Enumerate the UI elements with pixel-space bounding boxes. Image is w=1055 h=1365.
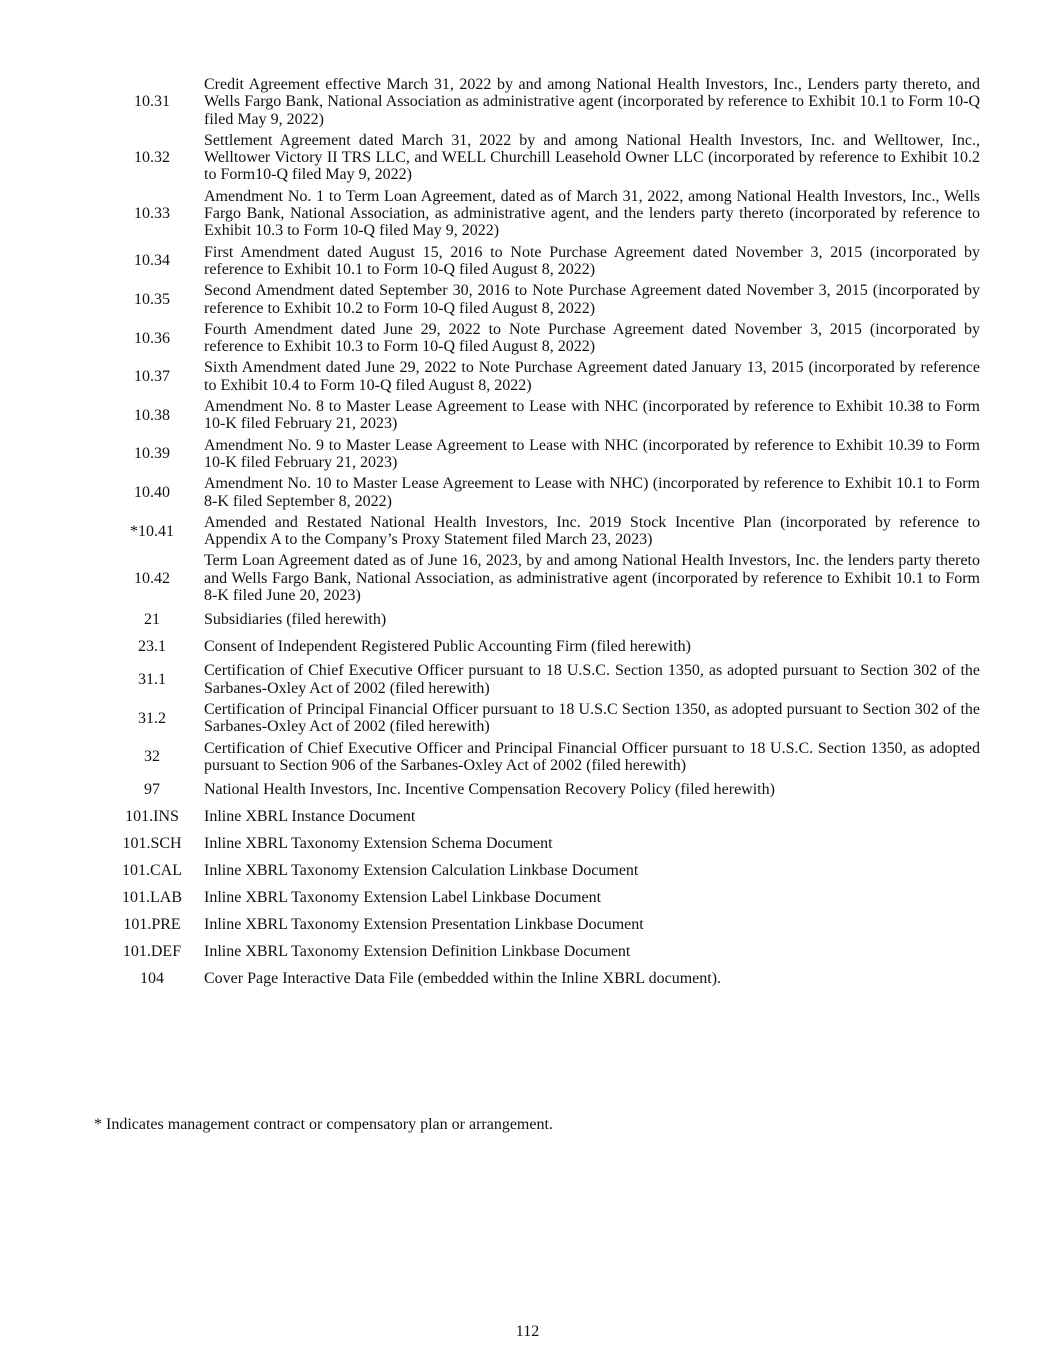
exhibit-number: 31.1: [138, 671, 166, 689]
exhibit-row: [100, 805, 980, 828]
exhibit-description: Consent of Independent Registered Public Accounting Firm (filed herewith): [204, 638, 691, 656]
exhibit-row: [100, 967, 980, 990]
exhibit-description: Amendment No. 9 to Master Lease Agreement to Lease with NHC (incorporated by reference to Exhibit 10.39 to Form 10-K filed February 21, 2023): [204, 436, 980, 471]
exhibit-description: Inline XBRL Taxonomy Extension Label Linkbase Document: [204, 888, 602, 906]
exhibit-row: [100, 552, 980, 604]
exhibit-number: 10.31: [134, 93, 170, 111]
exhibit-row: [100, 913, 980, 936]
exhibit-number: 101.LAB: [122, 889, 182, 907]
exhibit-row: [100, 398, 980, 433]
exhibit-description: Inline XBRL Taxonomy Extension Presentation Linkbase Document: [204, 915, 644, 933]
exhibit-row: [100, 778, 980, 801]
exhibit-description: Subsidiaries (filed herewith): [204, 611, 387, 629]
exhibit-description: Sixth Amendment dated June 29, 2022 to Note Purchase Agreement dated January 13, 2015 (incorporated by reference to Exhibit 10.4 to Form 10-Q filed August 8, 2022): [204, 359, 980, 394]
exhibit-row: [100, 886, 980, 909]
exhibit-description: Second Amendment dated September 30, 2016 to Note Purchase Agreement dated November 3, 2015 (incorporated by reference to Exhibit 10.2 to Form 10-Q filed August 8, 2022): [204, 282, 980, 317]
exhibit-row: [100, 635, 980, 658]
exhibit-number: 101.DEF: [122, 943, 182, 961]
footnote: * Indicates management contract or compensatory plan or arrangement.: [94, 1116, 553, 1133]
exhibit-description: Certification of Chief Executive Officer and Principal Financial Officer pursuant to 18 U.S.C. Section 1350, as adopted pursuant to Section 906 of the Sarbanes-Oxley Act of 2002 (filed herewith): [204, 739, 980, 774]
exhibit-row: [100, 132, 980, 184]
exhibit-row: [100, 701, 980, 736]
exhibit-number: 101.INS: [125, 808, 179, 826]
exhibit-number: 21: [144, 611, 160, 629]
exhibit-number: 10.38: [134, 406, 170, 424]
exhibit-description: Amendment No. 1 to Term Loan Agreement, dated as of March 31, 2022, among National Health Investors, Inc., Wells Fargo Bank, National Association, as administrative agent, and the lenders party thereto (incorporated by reference to Exhibit 10.3 to Form 10-Q filed May 9, 2022): [204, 187, 980, 240]
exhibit-number: 10.42: [134, 569, 170, 587]
exhibit-description: Cover Page Interactive Data File (embedded within the Inline XBRL document).: [204, 969, 722, 987]
exhibit-row: [100, 832, 980, 855]
exhibit-number: 10.37: [134, 368, 170, 386]
exhibit-row: [100, 437, 980, 472]
exhibit-number: 23.1: [138, 638, 166, 656]
exhibit-description: Certification of Principal Financial Officer pursuant to 18 U.S.C Section 1350, as adopted pursuant to Section 302 of the Sarbanes-Oxley Act of 2002 (filed herewith): [204, 700, 980, 736]
exhibit-description: Inline XBRL Instance Document: [204, 807, 416, 825]
exhibit-number: 10.39: [134, 445, 170, 463]
exhibit-row: [100, 662, 980, 697]
exhibit-description: Term Loan Agreement dated as of June 16, 2023, by and among National Health Investors, Inc. the lenders party thereto and Wells Fargo Bank, National Association, as administrative agent (incorporated by reference to Exhibit 10.1 to Form 8-K filed June 20, 2023): [204, 552, 980, 605]
exhibit-description: Amendment No. 10 to Master Lease Agreement to Lease with NHC) (incorporated by reference to Exhibit 10.1 to Form 8-K filed September 8, 2022): [204, 475, 980, 510]
exhibit-row: [100, 321, 980, 356]
exhibit-description: Settlement Agreement dated March 31, 2022 by and among National Health Investors, Inc. and Welltower, Inc., Welltower Victory II TRS LLC, and WELL Churchill Leasehold Owner LLC (incorporated by reference to Exhibit 10.2 to Form10-Q filed May 9, 2022): [204, 131, 980, 184]
exhibit-row: [100, 514, 980, 549]
exhibit-row: [100, 244, 980, 279]
exhibit-description: National Health Investors, Inc. Incentive Compensation Recovery Policy (filed herewith): [204, 780, 775, 798]
exhibit-row: [100, 740, 980, 775]
exhibit-description: Inline XBRL Taxonomy Extension Calculation Linkbase Document: [204, 861, 639, 879]
exhibit-list: [100, 76, 980, 994]
exhibit-number: 10.34: [134, 252, 170, 270]
exhibit-number: 10.35: [134, 291, 170, 309]
exhibit-row: [100, 859, 980, 882]
exhibit-row: [100, 475, 980, 510]
exhibit-number: 10.40: [134, 484, 170, 502]
exhibit-number: *10.41: [130, 522, 174, 540]
exhibit-row: [100, 359, 980, 394]
exhibit-description: Amendment No. 8 to Master Lease Agreement to Lease with NHC (incorporated by reference to Exhibit 10.38 to Form 10-K filed February 21, 2023): [204, 398, 980, 433]
exhibit-description: First Amendment dated August 15, 2016 to Note Purchase Agreement dated November 3, 2015 (incorporated by reference to Exhibit 10.1 to Form 10-Q filed August 8, 2022): [204, 243, 980, 278]
exhibit-description: Fourth Amendment dated June 29, 2022 to Note Purchase Agreement dated November 3, 2015 (incorporated by reference to Exhibit 10.3 to Form 10-Q filed August 8, 2022): [204, 320, 980, 356]
exhibit-number: 10.36: [134, 329, 170, 347]
exhibit-number: 101.PRE: [123, 916, 181, 934]
exhibit-row: [100, 188, 980, 240]
page-number: 112: [515, 1323, 540, 1340]
exhibit-number: 97: [144, 781, 160, 799]
exhibit-description: Credit Agreement effective March 31, 2022 by and among National Health Investors, Inc., Lenders party thereto, and Wells Fargo Bank, National Association as administrative agent (incorporated by reference to Exhibit 10.1 to Form 10-Q filed May 9, 2022): [204, 76, 980, 128]
exhibit-number: 101.SCH: [122, 835, 182, 853]
exhibit-description: Certification of Chief Executive Officer pursuant to 18 U.S.C. Section 1350, as adopted pursuant to Section 302 of the Sarbanes-Oxley Act of 2002 (filed herewith): [204, 662, 980, 697]
exhibit-number: 10.33: [134, 205, 170, 223]
exhibit-row: [100, 608, 980, 631]
exhibit-row: [100, 282, 980, 317]
exhibit-number: 104: [140, 970, 164, 988]
exhibit-number: 32: [144, 748, 160, 766]
exhibit-number: 10.32: [134, 149, 170, 167]
exhibit-row: [100, 940, 980, 963]
exhibit-number: 101.CAL: [122, 862, 182, 880]
exhibit-description: Inline XBRL Taxonomy Extension Schema Document: [204, 834, 553, 852]
exhibit-description: Amended and Restated National Health Investors, Inc. 2019 Stock Incentive Plan (incorporated by reference to Appendix A to the Company’s Proxy Statement filed March 23, 2023): [204, 513, 980, 549]
exhibit-description: Inline XBRL Taxonomy Extension Definition Linkbase Document: [204, 942, 631, 960]
exhibit-row: [100, 76, 980, 128]
exhibit-number: 31.2: [138, 709, 166, 727]
